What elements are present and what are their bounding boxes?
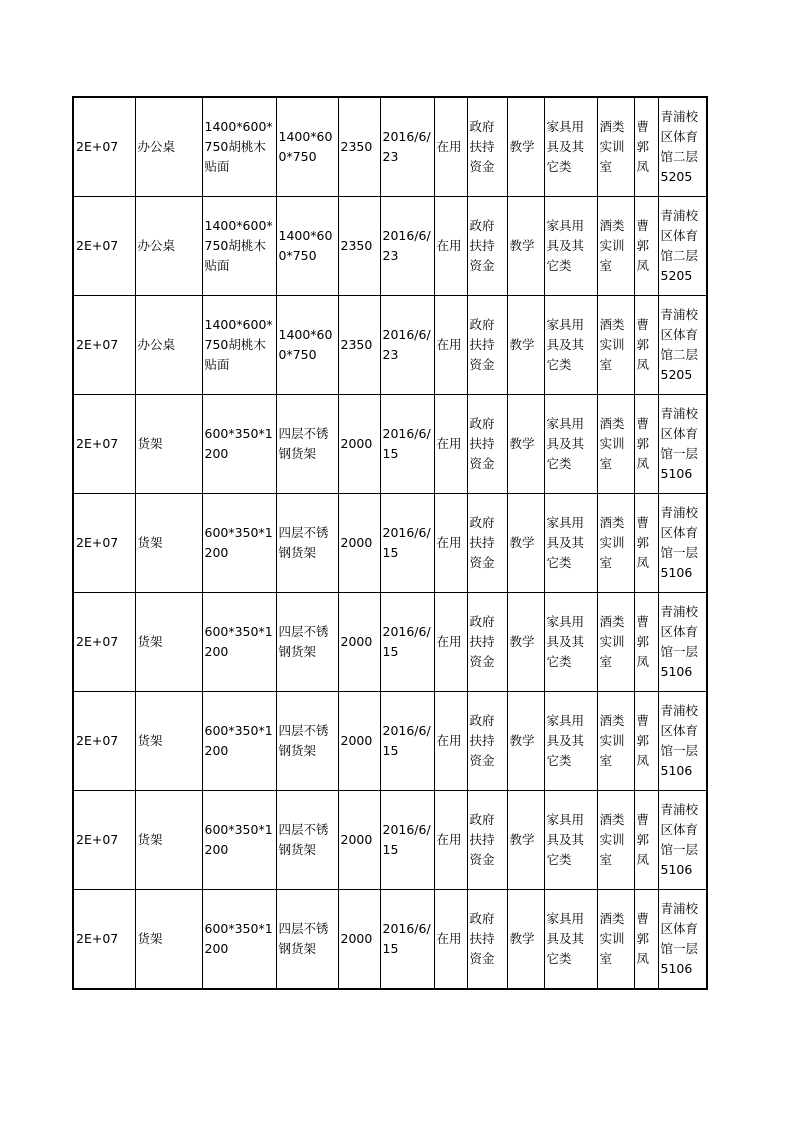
- cell-department: 酒类实训室: [597, 97, 634, 197]
- cell-purchase-date: 2016/6/23: [380, 97, 434, 197]
- cell-location: 青浦校区体育馆二层5205: [658, 197, 707, 296]
- cell-usage-status: 在用: [434, 494, 467, 593]
- cell-asset-name: 办公桌: [135, 97, 202, 197]
- cell-purchase-date: 2016/6/23: [380, 296, 434, 395]
- cell-purchase-date: 2016/6/15: [380, 593, 434, 692]
- cell-category: 家具用具及其它类: [544, 97, 597, 197]
- cell-usage-status: 在用: [434, 692, 467, 791]
- cell-custodian: 曹郭凤: [634, 197, 658, 296]
- cell-unit-price: 2000: [338, 395, 380, 494]
- cell-custodian: 曹郭凤: [634, 395, 658, 494]
- cell-category: 家具用具及其它类: [544, 692, 597, 791]
- cell-category: 家具用具及其它类: [544, 197, 597, 296]
- cell-department: 酒类实训室: [597, 890, 634, 990]
- cell-specification: 600*350*1200: [202, 692, 276, 791]
- cell-department: 酒类实训室: [597, 494, 634, 593]
- table-row: [73, 890, 707, 990]
- cell-model: 四层不锈钢货架: [276, 890, 338, 990]
- cell-category: 家具用具及其它类: [544, 296, 597, 395]
- cell-unit-price: 2000: [338, 791, 380, 890]
- cell-funding-source: 政府扶持资金: [467, 97, 507, 197]
- cell-custodian: 曹郭凤: [634, 97, 658, 197]
- cell-unit-price: 2350: [338, 97, 380, 197]
- cell-purpose: 教学: [507, 296, 544, 395]
- cell-usage-status: 在用: [434, 890, 467, 990]
- cell-category: 家具用具及其它类: [544, 791, 597, 890]
- cell-asset-id: 2E+07: [73, 791, 135, 890]
- table-row: [73, 97, 707, 197]
- cell-asset-id: 2E+07: [73, 593, 135, 692]
- cell-model: 四层不锈钢货架: [276, 692, 338, 791]
- cell-asset-id: 2E+07: [73, 395, 135, 494]
- cell-specification: 1400*600*750胡桃木贴面: [202, 197, 276, 296]
- cell-custodian: 曹郭凤: [634, 791, 658, 890]
- table-row: [73, 692, 707, 791]
- cell-asset-name: 货架: [135, 395, 202, 494]
- cell-category: 家具用具及其它类: [544, 395, 597, 494]
- cell-location: 青浦校区体育馆二层5205: [658, 296, 707, 395]
- cell-asset-id: 2E+07: [73, 494, 135, 593]
- cell-model: 四层不锈钢货架: [276, 593, 338, 692]
- cell-funding-source: 政府扶持资金: [467, 395, 507, 494]
- table-row: [73, 791, 707, 890]
- cell-model: 四层不锈钢货架: [276, 395, 338, 494]
- cell-model: 1400*600*750: [276, 97, 338, 197]
- cell-purpose: 教学: [507, 197, 544, 296]
- cell-category: 家具用具及其它类: [544, 494, 597, 593]
- cell-custodian: 曹郭凤: [634, 692, 658, 791]
- cell-unit-price: 2000: [338, 593, 380, 692]
- cell-purpose: 教学: [507, 692, 544, 791]
- cell-purchase-date: 2016/6/23: [380, 197, 434, 296]
- cell-location: 青浦校区体育馆一层5106: [658, 395, 707, 494]
- cell-asset-name: 货架: [135, 791, 202, 890]
- cell-asset-name: 货架: [135, 692, 202, 791]
- cell-model: 四层不锈钢货架: [276, 791, 338, 890]
- cell-purpose: 教学: [507, 791, 544, 890]
- cell-specification: 600*350*1200: [202, 494, 276, 593]
- cell-purchase-date: 2016/6/15: [380, 791, 434, 890]
- cell-asset-id: 2E+07: [73, 890, 135, 990]
- cell-asset-name: 货架: [135, 593, 202, 692]
- cell-usage-status: 在用: [434, 791, 467, 890]
- cell-model: 四层不锈钢货架: [276, 494, 338, 593]
- cell-location: 青浦校区体育馆一层5106: [658, 494, 707, 593]
- cell-specification: 1400*600*750胡桃木贴面: [202, 296, 276, 395]
- cell-specification: 600*350*1200: [202, 890, 276, 990]
- cell-funding-source: 政府扶持资金: [467, 890, 507, 990]
- cell-asset-name: 办公桌: [135, 296, 202, 395]
- cell-location: 青浦校区体育馆一层5106: [658, 791, 707, 890]
- cell-department: 酒类实训室: [597, 593, 634, 692]
- cell-location: 青浦校区体育馆一层5106: [658, 593, 707, 692]
- cell-funding-source: 政府扶持资金: [467, 791, 507, 890]
- cell-custodian: 曹郭凤: [634, 494, 658, 593]
- cell-asset-name: 货架: [135, 890, 202, 990]
- cell-usage-status: 在用: [434, 395, 467, 494]
- cell-department: 酒类实训室: [597, 395, 634, 494]
- cell-location: 青浦校区体育馆一层5106: [658, 890, 707, 990]
- cell-unit-price: 2350: [338, 197, 380, 296]
- cell-funding-source: 政府扶持资金: [467, 296, 507, 395]
- cell-custodian: 曹郭凤: [634, 593, 658, 692]
- cell-unit-price: 2000: [338, 494, 380, 593]
- cell-department: 酒类实训室: [597, 791, 634, 890]
- cell-specification: 600*350*1200: [202, 593, 276, 692]
- cell-asset-name: 货架: [135, 494, 202, 593]
- cell-specification: 1400*600*750胡桃木贴面: [202, 97, 276, 197]
- cell-funding-source: 政府扶持资金: [467, 692, 507, 791]
- cell-purchase-date: 2016/6/15: [380, 692, 434, 791]
- cell-department: 酒类实训室: [597, 692, 634, 791]
- cell-unit-price: 2000: [338, 890, 380, 990]
- table-row: [73, 494, 707, 593]
- table-row: [73, 395, 707, 494]
- asset-table-body: [73, 97, 707, 989]
- cell-funding-source: 政府扶持资金: [467, 197, 507, 296]
- cell-usage-status: 在用: [434, 593, 467, 692]
- cell-department: 酒类实训室: [597, 296, 634, 395]
- cell-purpose: 教学: [507, 494, 544, 593]
- cell-asset-id: 2E+07: [73, 692, 135, 791]
- cell-unit-price: 2350: [338, 296, 380, 395]
- cell-usage-status: 在用: [434, 296, 467, 395]
- cell-unit-price: 2000: [338, 692, 380, 791]
- cell-usage-status: 在用: [434, 97, 467, 197]
- cell-custodian: 曹郭凤: [634, 296, 658, 395]
- table-row: [73, 593, 707, 692]
- cell-usage-status: 在用: [434, 197, 467, 296]
- cell-funding-source: 政府扶持资金: [467, 494, 507, 593]
- cell-purchase-date: 2016/6/15: [380, 494, 434, 593]
- asset-table: [72, 96, 708, 990]
- cell-specification: 600*350*1200: [202, 791, 276, 890]
- cell-category: 家具用具及其它类: [544, 890, 597, 990]
- cell-asset-id: 2E+07: [73, 97, 135, 197]
- table-row: [73, 296, 707, 395]
- cell-funding-source: 政府扶持资金: [467, 593, 507, 692]
- cell-model: 1400*600*750: [276, 197, 338, 296]
- cell-purpose: 教学: [507, 593, 544, 692]
- cell-location: 青浦校区体育馆二层5205: [658, 97, 707, 197]
- cell-category: 家具用具及其它类: [544, 593, 597, 692]
- cell-asset-name: 办公桌: [135, 197, 202, 296]
- cell-location: 青浦校区体育馆一层5106: [658, 692, 707, 791]
- cell-purpose: 教学: [507, 890, 544, 990]
- cell-asset-id: 2E+07: [73, 296, 135, 395]
- cell-purpose: 教学: [507, 97, 544, 197]
- cell-asset-id: 2E+07: [73, 197, 135, 296]
- cell-purchase-date: 2016/6/15: [380, 890, 434, 990]
- cell-department: 酒类实训室: [597, 197, 634, 296]
- cell-purpose: 教学: [507, 395, 544, 494]
- cell-purchase-date: 2016/6/15: [380, 395, 434, 494]
- table-row: [73, 197, 707, 296]
- cell-custodian: 曹郭凤: [634, 890, 658, 990]
- cell-model: 1400*600*750: [276, 296, 338, 395]
- cell-specification: 600*350*1200: [202, 395, 276, 494]
